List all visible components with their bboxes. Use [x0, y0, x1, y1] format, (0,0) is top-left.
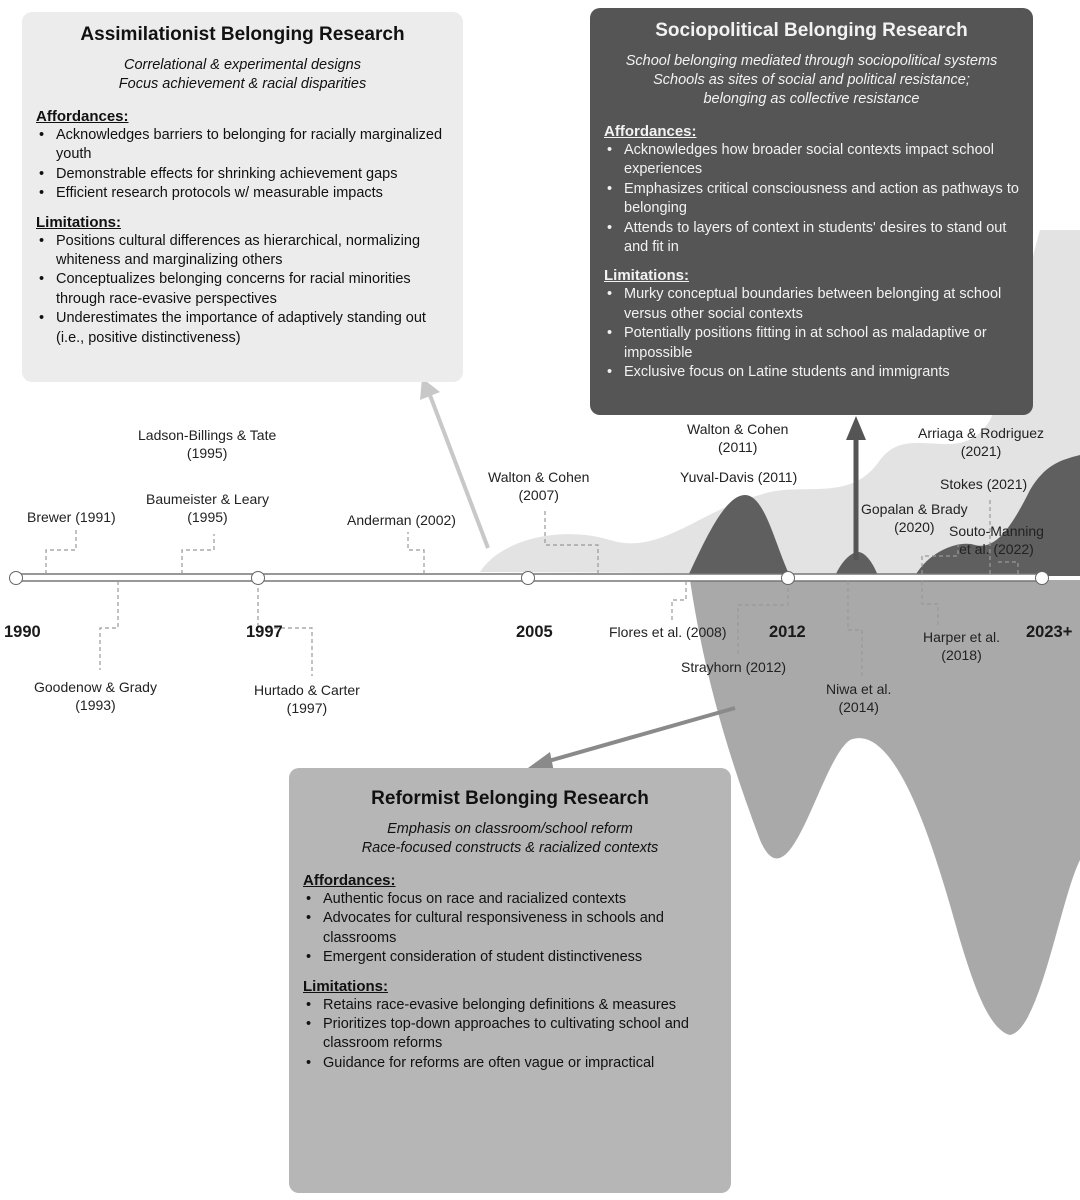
- list-item: • Emphasizes critical consciousness and action as pathways to belonging: [624, 180, 1019, 219]
- reformist-subtitle: Emphasis on classroom/school reform Race-focused constructs & racialized contexts: [361, 821, 659, 856]
- year-label-2012: 2012: [769, 623, 806, 641]
- timeline-node-1997: [251, 571, 265, 585]
- year-label-1990: 1990: [4, 623, 41, 641]
- citation-goodenow: Goodenow & Grady (1993): [34, 679, 157, 713]
- reformist-affordances-heading: Affordances:: [303, 872, 396, 889]
- list-item: • Prioritizes top-down approaches to cultivating school and classroom reforms: [323, 1015, 717, 1054]
- list-item: • Efficient research protocols w/ measurable impacts: [56, 184, 449, 203]
- sociopolitical-affordances-list: [604, 141, 1019, 257]
- citation-walton-2007: Walton & Cohen (2007): [488, 469, 590, 503]
- list-item: • Emergent consideration of student distinctiveness: [323, 948, 717, 967]
- assimilationist-affordances-list: [36, 126, 449, 204]
- citation-arriaga: Arriaga & Rodriguez (2021): [918, 425, 1045, 459]
- sociopolitical-subtitle: School belonging mediated through sociopolitical systems Schools as sites of social and political resistance; belonging as collective resistance: [625, 53, 998, 107]
- reformist-area: [690, 580, 1080, 1035]
- citation-niwa: Niwa et al. (2014): [826, 681, 892, 715]
- citation-hurtado: Hurtado & Carter (1997): [254, 682, 360, 716]
- list-item: • Demonstrable effects for shrinking achievement gaps: [56, 165, 449, 184]
- timeline-node-1990: [9, 571, 23, 585]
- citation-anderman: Anderman (2002): [347, 512, 456, 528]
- year-label-1997: 1997: [246, 623, 283, 641]
- citation-souto-manning: Souto-Manning et al. (2022): [949, 523, 1044, 557]
- list-item: • Attends to layers of context in students' desires to stand out and fit in: [624, 219, 1019, 258]
- list-item: • Guidance for reforms are often vague or impractical: [323, 1054, 717, 1073]
- sociopolitical-box: [590, 8, 1033, 415]
- sociopolitical-limitations-heading: Limitations:: [604, 267, 689, 285]
- assimilationist-title: Assimilationist Belonging Research: [80, 24, 405, 45]
- timeline-node-2023: [1035, 571, 1049, 585]
- sociopolitical-limitations-list: [604, 285, 1019, 382]
- citation-yuval-davis: Yuval-Davis (2011): [680, 469, 798, 485]
- list-item: • Acknowledges how broader social contexts impact school experiences: [624, 141, 1019, 180]
- list-item: • Acknowledges barriers to belonging for racially marginalized youth: [56, 126, 449, 165]
- year-label-2023: 2023+: [1026, 623, 1073, 641]
- citation-stokes: Stokes (2021): [940, 476, 1028, 492]
- assimilationist-limitations-list: [36, 232, 449, 348]
- assimilationist-affordances-heading: Affordances:: [36, 108, 129, 125]
- assimilationist-box: [22, 12, 463, 382]
- citation-baumeister: Baumeister & Leary (1995): [146, 491, 269, 525]
- arrow-to-reformist: [528, 708, 735, 772]
- citation-strayhorn: Strayhorn (2012): [681, 659, 787, 675]
- list-item: • Retains race-evasive belonging definitions & measures: [323, 996, 717, 1015]
- citation-flores: Flores et al. (2008): [609, 624, 727, 640]
- list-item: • Positions cultural differences as hierarchical, normalizing whiteness and marginalizing others: [56, 232, 449, 271]
- timeline-node-2005: [521, 571, 535, 585]
- reformist-affordances-list: [303, 890, 717, 968]
- sociopolitical-title: Sociopolitical Belonging Research: [655, 20, 968, 41]
- citation-harper: Harper et al. (2018): [923, 629, 1001, 663]
- list-item: • Authentic focus on race and racialized contexts: [323, 890, 717, 909]
- reformist-box: [289, 768, 731, 1193]
- assimilationist-limitations-heading: Limitations:: [36, 213, 121, 231]
- citation-walton-2011: Walton & Cohen (2011): [687, 421, 789, 455]
- list-item: • Underestimates the importance of adaptively standing out (i.e., positive distinctiveness): [56, 309, 449, 348]
- citation-gopalan: Gopalan & Brady (2020): [861, 501, 968, 535]
- list-item: • Potentially positions fitting in at school as maladaptive or impossible: [624, 324, 1019, 363]
- citation-ladson-billings: Ladson-Billings & Tate (1995): [138, 427, 277, 461]
- list-item: • Conceptualizes belonging concerns for racial minorities through race-evasive perspectives: [56, 270, 449, 309]
- reformist-limitations-list: [303, 996, 717, 1074]
- reformist-limitations-heading: Limitations:: [303, 977, 388, 995]
- reformist-title: Reformist Belonging Research: [371, 788, 649, 809]
- list-item: • Advocates for cultural responsiveness in schools and classrooms: [323, 909, 717, 948]
- timeline-node-2012: [781, 571, 795, 585]
- assimilationist-subtitle: Correlational & experimental designs Focus achievement & racial disparities: [118, 57, 367, 92]
- list-item: • Murky conceptual boundaries between belonging at school versus other social contexts: [624, 285, 1019, 324]
- citation-brewer: Brewer (1991): [27, 509, 116, 525]
- list-item: • Exclusive focus on Latine students and immigrants: [624, 363, 1019, 382]
- year-label-2005: 2005: [516, 623, 553, 641]
- sociopolitical-affordances-heading: Affordances:: [604, 123, 697, 140]
